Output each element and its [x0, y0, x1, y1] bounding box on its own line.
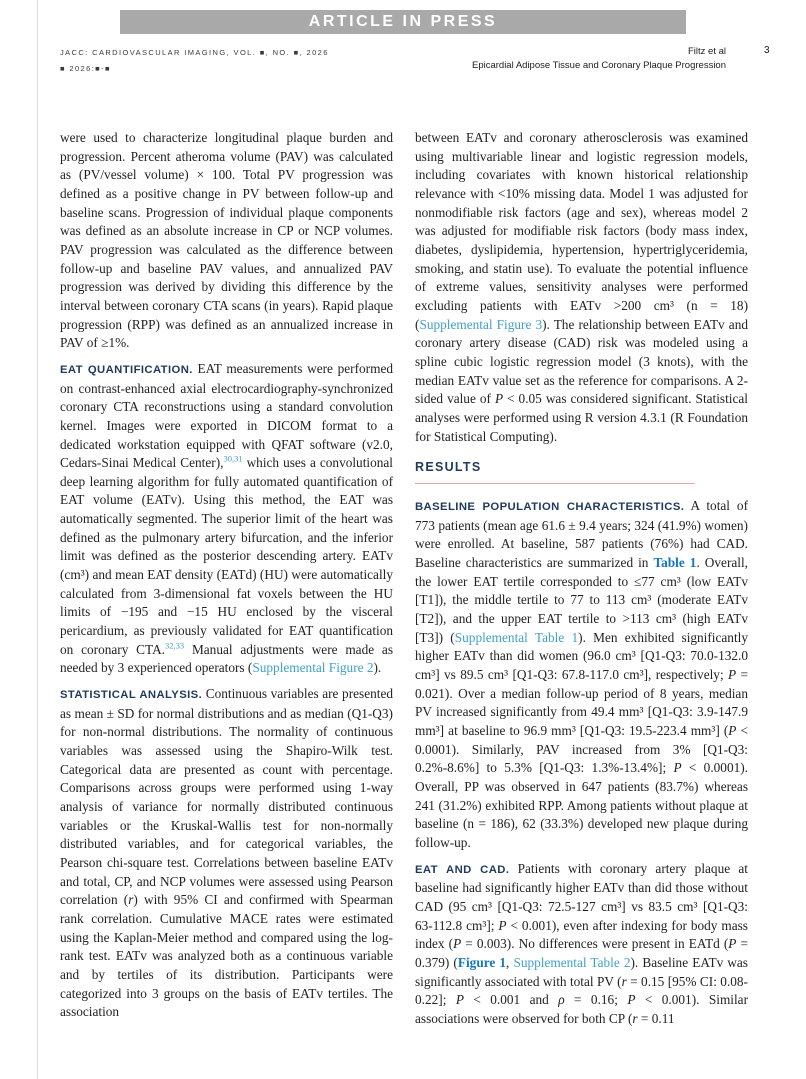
text-run: = 0.021). Over a median follow-up period of 8 years, median PV increased significantly from 49.4 mm³ [Q1-Q3: 3.9-147.9 mm³] at baseline to 96.9 mm³ [Q1-Q3: 19.5-223.4 mm³] ( [415, 667, 748, 739]
cross-reference-link[interactable]: Figure 1 [457, 954, 507, 970]
paragraph [60, 129, 393, 353]
cross-reference-link[interactable]: Supplemental Figure 3 [419, 316, 543, 332]
cross-reference-link[interactable]: Table 1 [653, 555, 697, 571]
text-run: were used to characterize longitudinal plaque burden and progression. Percent atheroma volume (PAV) was calculated as (PV/vessel volume) × 100. Total PV progression was defined as a positive change in PV between follow-up and baseline scans. Progression of individual plaque components was defined as an absolute increase in CP or NCP volumes. PAV progression was calculated as the difference between follow-up and baseline PAV values, and annualized PAV progression was derived by dividing this difference by the interval between coronary CTA scans (in years). Rapid plaque progression (RPP) was defined as an annualized increase in PAV of ≥1%. [60, 130, 393, 351]
italic-symbol: r [632, 1010, 638, 1026]
left-column [60, 129, 393, 1029]
italic-symbol: P [673, 760, 682, 776]
article-in-press-label: ARTICLE IN PRESS [308, 13, 498, 30]
run-in-heading: EAT QUANTIFICATION. [60, 363, 193, 376]
italic-symbol: P [728, 936, 737, 952]
text-run: < 0.05 was considered significant. Statistical analyses were performed using R version 4.3.1 (R Foundation for Statistical Computing). [415, 391, 748, 444]
section-paragraph [60, 360, 393, 678]
italic-symbol: P [494, 391, 504, 407]
heading-rule [415, 483, 695, 484]
reference-superscript-link[interactable]: 30,31 [223, 453, 243, 464]
text-run: which uses a convolutional deep learning algorithm for fully automated quantification of EAT volume (EATv). Using this method, the EAT was automatically segmented. The superior limit of the heart was defined as the pulmonary artery bifurcation, and the inferior limit was defined as the posterior descending artery. EATv (cm³) and mean EAT density (EATd) (HU) were automatically calculated from 3-dimensional fat voxels between the HU limits of −195 and −15 HU enclosed by the visceral pericardium, as previously validated for EAT quantification on coronary CTA. [60, 455, 393, 657]
text-run: between EATv and coronary atherosclerosis was examined using multivariable linear and logistic regression models, including covariates with known historical relationship relevance with <10% missing data. Model 1 was adjusted for nonmodifiable risk factors (age and sex), whereas model 2 was adjusted for modifiable risk factors (body mass index, diabetes, dyslipidemia, hypertension, hypertriglyceridemia, smoking, and statin use). To evaluate the potential influence of extreme values, sensitivity analyses were performed excluding patients with EATv >200 cm³ (n = 18) ( [415, 130, 748, 332]
text-run: ). [373, 660, 382, 676]
run-in-heading: STATISTICAL ANALYSIS. [60, 689, 203, 702]
italic-symbol: P [728, 667, 737, 683]
italic-symbol: r [621, 973, 627, 989]
italic-symbol: ρ [558, 992, 565, 1008]
text-run: < 0.0001). Overall, PP was observed in 647 patients (83.7%) whereas 241 (31.2%) exhibited RPP. Among patients without plaque at baseline (n = 186), 62 (33.3%) developed new plaque during follow-up. [415, 760, 748, 850]
italic-symbol: P [728, 723, 737, 739]
journal-citation-line1: JACC: CARDIOVASCULAR IMAGING, VOL. ■, NO. ■, 2026 [60, 48, 329, 57]
running-header-authors: Filtz et al [687, 46, 726, 57]
italic-symbol: P [453, 936, 462, 952]
text-run: = 0.11 [637, 1010, 675, 1026]
cross-reference-link[interactable]: Supplemental Figure 2 [252, 660, 374, 676]
section-paragraph [415, 497, 748, 852]
run-in-heading: BASELINE POPULATION CHARACTERISTICS. [415, 501, 685, 514]
text-run: A total of 773 patients (mean age 61.6 ± 9.4 years; 324 (41.9%) women) were enrolled. At baseline, 587 patients (76%) had CAD. Baseline characteristics are summarized in [415, 498, 748, 571]
section-paragraph [415, 860, 748, 1029]
run-in-heading: EAT AND CAD. [415, 863, 510, 876]
running-header-title: Epicardial Adipose Tissue and Coronary Plaque Progression [471, 60, 726, 71]
text-run: = 0.003). No differences were present in EATd ( [461, 936, 729, 952]
text-run: < 0.001). Similar associations were observed for both CP ( [415, 992, 749, 1026]
journal-citation-block [60, 45, 329, 77]
cross-reference-link[interactable]: Supplemental Table 1 [454, 629, 579, 645]
text-run: , [506, 954, 514, 970]
text-run: = 0.379) ( [415, 936, 748, 970]
section-heading: RESULTS [415, 460, 482, 475]
text-run: ). Men exhibited significantly higher EATv than did women (96.0 cm³ [Q1-Q3: 70.0-132.0 cm³] vs 89.5 cm³ [Q1-Q3: 67.8-117.0 cm³], respectively; [415, 629, 748, 683]
page-number: 3 [764, 45, 770, 56]
page-edge-divider [37, 0, 38, 1079]
italic-symbol: P [627, 992, 636, 1008]
text-run: ). The relationship between EATv and coronary artery disease (CAD) risk was modeled using a spline cubic logistic regression model (3 knots), with the median EATv value set as the reference for comparisons. A 2-sided value of [415, 316, 748, 407]
text-run: Manual adjustments were made as needed by 3 experienced operators ( [60, 641, 393, 676]
text-run: Continuous variables are presented as mean ± SD for normal distributions and as median (Q1-Q3) for non-normal distributions. The normality of continuous variables was assessed using the Shapiro-Wilk test. Categorical data are presented as count with percentage. Comparisons across groups were performed using 1-way analysis of variance for normally distributed continuous variables or the Kruskal-Wallis test for non-normally distributed variables, and for categorical variables, the Pearson chi-square test. Correlations between baseline EATv and total, CP, and NCP volumes were assessed using Pearson correlation ( [60, 686, 393, 908]
italic-symbol: P [498, 917, 507, 933]
article-body [60, 129, 748, 1029]
text-run: EAT measurements were performed on contrast-enhanced axial electrocardiography-synchronized coronary CTA reconstructions using a standard convolution kernel. Images were exported in DICOM format to a dedicated workstation equipped with QFAT software (v2.0, Cedars-Sinai Medical Center), [60, 360, 394, 471]
text-run: = 0.15 [95% CI: 0.08-0.22]; [415, 973, 748, 1008]
article-in-press-banner [120, 10, 686, 34]
text-run: < 0.0001). Similarly, PAV increased from 3% [Q1-Q3: 0.2%-8.6%] to 5.3% [Q1-Q3: 1.3%-13.4%]; [415, 723, 748, 776]
section-paragraph [60, 685, 393, 1022]
text-run: Patients with coronary artery plaque at baseline had significantly higher EATv than did those without CAD (95 cm³ [Q1-Q3: 72.5-127 cm³] vs 83.5 cm³ [Q1-Q3: 63-112.8 cm³]; [415, 860, 748, 933]
running-header [472, 45, 726, 73]
italic-symbol: P [455, 992, 464, 1008]
reference-superscript-link[interactable]: 32,33 [165, 640, 185, 651]
text-run: ). Baseline EATv was significantly associated with total PV ( [415, 954, 748, 989]
text-run: . Overall, the lower EAT tertile corresponded to ≤77 cm³ (low EATv [T1]), the middle tertile to 77 to 113 cm³ (moderate EATv [T2]), and the upper EAT tertile to >113 cm³ (high EATv [T3]) ( [415, 555, 748, 645]
text-run: = 0.16; [564, 992, 628, 1008]
text-run: < 0.001 and [463, 992, 559, 1008]
right-column [415, 129, 748, 1029]
text-run: ) with 95% CI and confirmed with Spearman rank correlation. Cumulative MACE rates were estimated using the Kaplan-Meier method and compared using the log-rank test. EATv was analyzed both as a continuous variable and by tertiles of its distribution. Participants were categorized into 3 groups on the basis of EATv tertiles. The association [60, 892, 394, 1020]
text-run: < 0.001), even after indexing for body mass index ( [415, 917, 748, 952]
paragraph [415, 129, 748, 446]
cross-reference-link[interactable]: Supplemental Table 2 [513, 954, 631, 970]
italic-symbol: r [128, 892, 134, 908]
journal-citation-line2: ■ 2026:■-■ [60, 64, 111, 73]
